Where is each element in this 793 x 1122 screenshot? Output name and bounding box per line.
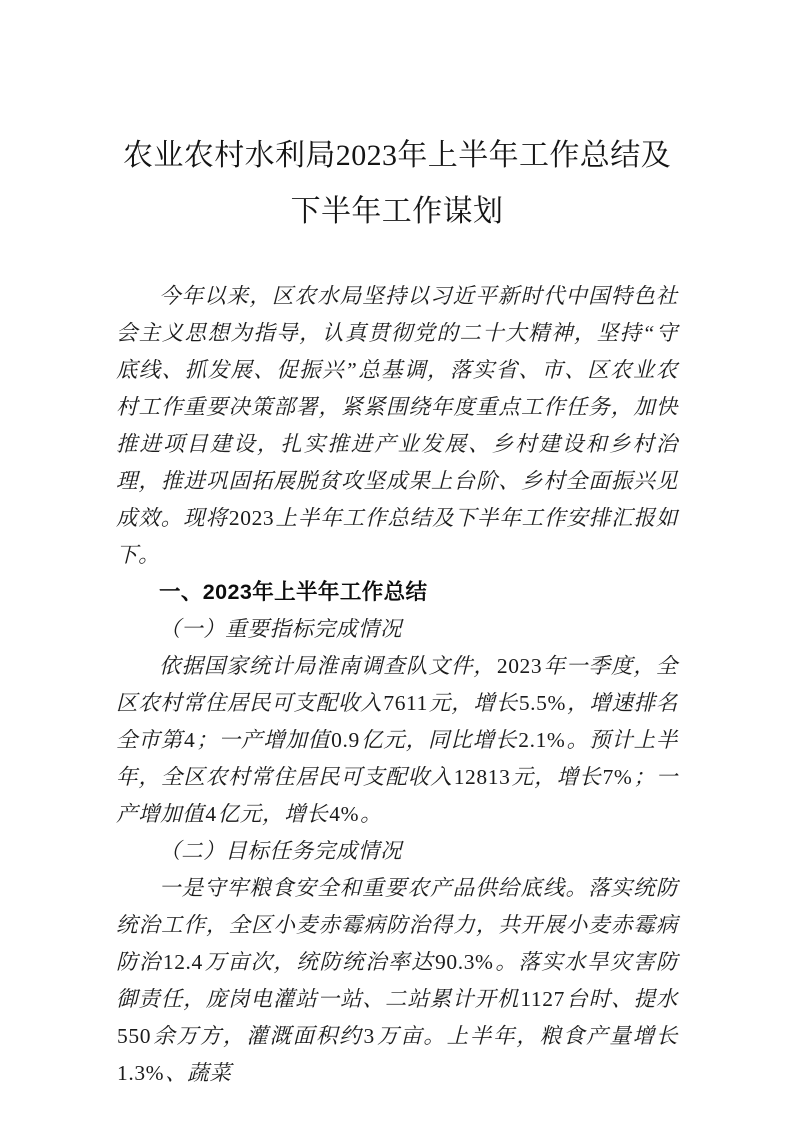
inline-number: 3: [363, 1024, 375, 1048]
inline-number: 90.3%: [435, 950, 494, 974]
subsection-heading-1: （一）重要指标完成情况: [159, 617, 403, 641]
inline-number: 2023: [228, 506, 275, 530]
title-line-2: 下半年工作谋划: [290, 195, 504, 228]
title-line-1: 农业农村水利局2023年上半年工作总结及: [123, 139, 671, 172]
subsection-heading-2: （二）目标任务完成情况: [159, 839, 403, 863]
inline-number: 2.1%: [518, 728, 566, 752]
page-content-column: [116, 0, 678, 1092]
inline-number: 2023: [496, 654, 543, 678]
inline-number: 4: [183, 728, 196, 752]
inline-number: 12.4: [162, 950, 203, 974]
subsection-1-body: 依据国家统计局淮南调查队文件，2023年一季度，全区农村常住居民可支配收入7611元，增长5.5%，增速排名全市第4；一产增加值0.9亿元，同比增长2.1%。预计上半年，全区农村常住居民可支配收入12813元，增长7%；一产增加值4亿元，增长4%。: [116, 654, 678, 826]
inline-number: 4: [205, 802, 217, 826]
inline-number: 7611: [383, 691, 428, 715]
page-title: [116, 0, 678, 240]
inline-number: 0.9: [331, 728, 360, 752]
intro-paragraph: 今年以来，区农水局坚持以习近平新时代中国特色社会主义思想为指导，认真贯彻党的二十大精神，坚持“守底线、抓发展、促振兴”总基调，落实省、市、区农业农村工作重要决策部署，紧紧围绕年度重点工作任务，加快推进项目建设，扎实推进产业发展、乡村建设和乡村治理，推进巩固拓展脱贫攻坚成果上台阶、乡村全面振兴见成效。现将2023上半年工作总结及下半年工作安排汇报如下。: [116, 284, 678, 567]
inline-number: 12813: [453, 765, 511, 789]
inline-number: 1.3%: [117, 1061, 165, 1085]
subsection-2-body: 一是守牢粮食安全和重要农产品供给底线。落实统防统治工作，全区小麦赤霉病防治得力，共开展小麦赤霉病防治12.4万亩次，统防统治率达90.3%。落实水旱灾害防御责任，庞岗电灌站一站、二站累计开机1127台时、提水550余万方，灌溉面积约3万亩。上半年，粮食产量增长1.3%、蔬菜: [116, 876, 678, 1085]
inline-number: 1127: [520, 987, 565, 1011]
inline-number: 4%: [329, 802, 360, 826]
inline-number: 5.5%: [518, 691, 567, 715]
inline-number: 550: [117, 1024, 152, 1048]
section-heading-1: 一、2023年上半年工作总结: [159, 580, 428, 604]
inline-number: 7%: [602, 765, 633, 789]
